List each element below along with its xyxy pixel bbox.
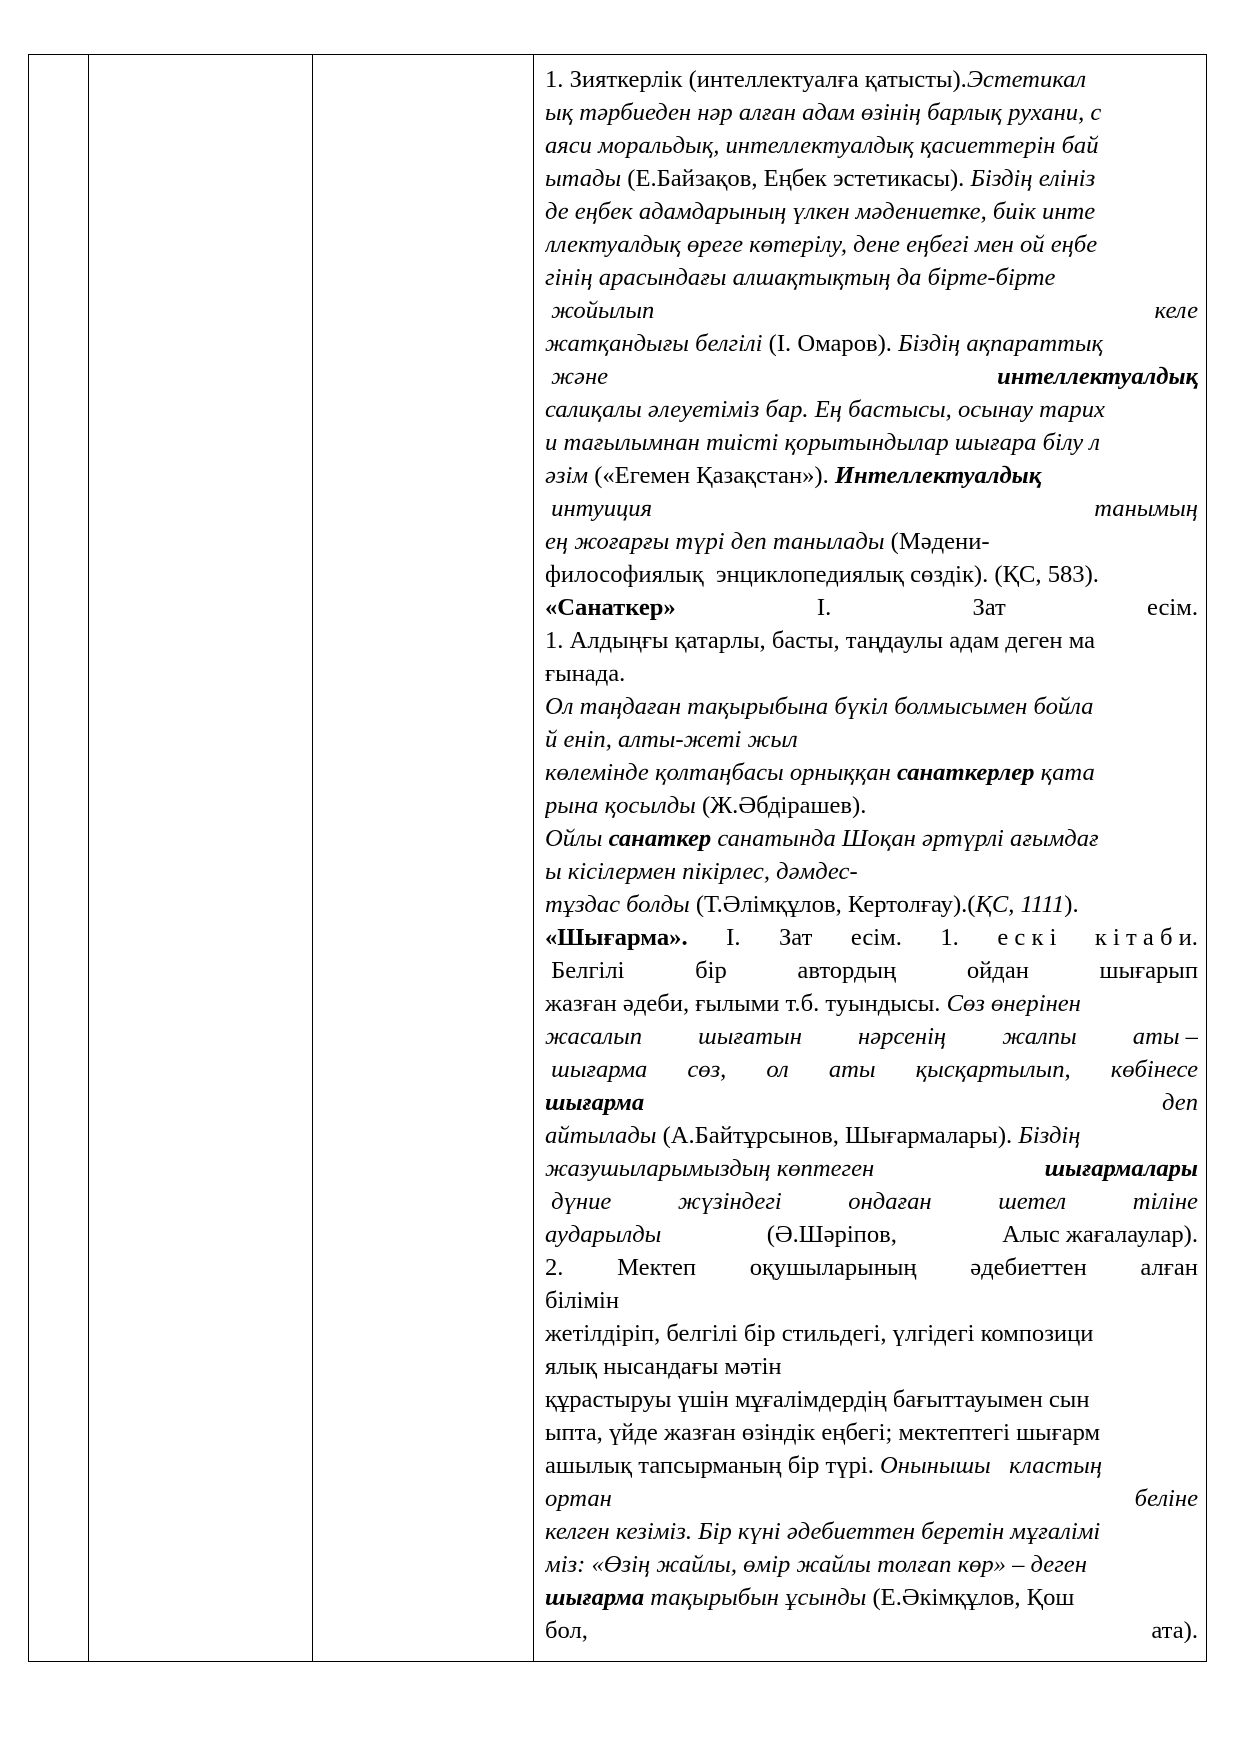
word-group	[1002, 1218, 1198, 1251]
text-line	[545, 96, 1198, 129]
text-run: рына қосылды	[545, 792, 696, 819]
text-run: тіліне	[1132, 1188, 1198, 1215]
word-group	[817, 591, 831, 624]
text-run: интуиция	[545, 495, 653, 522]
word-group	[1151, 1614, 1198, 1647]
text-line	[545, 1053, 1198, 1086]
word-group	[766, 1053, 788, 1086]
word-group	[779, 921, 812, 954]
word-group	[617, 1251, 696, 1284]
word-group	[1155, 294, 1198, 327]
text-line	[545, 393, 1198, 426]
text-run: Эстетикал	[966, 66, 1087, 93]
text-line	[545, 1317, 1198, 1350]
word-group	[545, 360, 608, 393]
text-line	[545, 228, 1198, 261]
text-run: келген кезіміз. Бір күні әдебиеттен беретін мұғалімі	[545, 1518, 1101, 1545]
text-run: шығарып	[1099, 957, 1198, 984]
text-line	[545, 888, 1198, 921]
text-line	[545, 1350, 1198, 1383]
text-run: ).	[1064, 891, 1079, 918]
word-group	[545, 1086, 644, 1119]
text-run: (Т.Әлімқұлов, Кертолғау).(	[689, 891, 976, 918]
table-row	[29, 55, 1207, 1662]
text-run: гінің арасындағы алшақтықтың да бірте-бірте	[545, 264, 1056, 291]
text-line	[545, 63, 1198, 96]
word-group	[972, 591, 1005, 624]
text-line	[545, 162, 1198, 195]
text-run: ыпта, үйде жазған өзіндік еңбегі; мектептегі шығарм	[545, 1419, 1101, 1446]
text-line	[545, 360, 1198, 393]
word-group	[967, 954, 1029, 987]
text-run: ы кісілермен пікірлес, дәмдес-	[545, 858, 858, 885]
text-line	[545, 129, 1198, 162]
text-line	[545, 1416, 1198, 1449]
text-line	[545, 261, 1198, 294]
text-run: кластың	[1009, 1452, 1103, 1479]
text-line	[545, 1218, 1198, 1251]
text-run: салиқалы әлеуетіміз бар. Ең бастысы, осынау тарих	[545, 396, 1105, 423]
text-run: қысқартылып,	[915, 1056, 1071, 1083]
word-group	[545, 1053, 647, 1086]
text-run: бір	[695, 957, 727, 984]
text-line	[545, 921, 1198, 954]
text-run: Біздің	[1018, 1122, 1081, 1149]
text-run: е с к і	[997, 924, 1057, 951]
text-line	[545, 1548, 1198, 1581]
text-run: ғынада.	[545, 660, 626, 687]
text-run: сөз,	[687, 1056, 727, 1083]
word-group	[970, 1251, 1087, 1284]
dictionary-text	[534, 55, 1206, 1647]
text-run: шығарма	[545, 1089, 645, 1116]
text-line	[545, 1581, 1198, 1614]
word-group	[797, 954, 896, 987]
text-line	[545, 657, 1198, 690]
text-run: деп	[1162, 1089, 1198, 1116]
word-group	[1147, 591, 1198, 624]
text-run: (Е.Әкімқұлов, Қош	[866, 1584, 1075, 1611]
text-run: Зат	[972, 594, 1006, 621]
word-group	[997, 921, 1056, 954]
text-run: жүзіндегі	[677, 1188, 782, 1215]
word-group	[1133, 1020, 1198, 1053]
text-run: (А.Байтұрсынов, Шығармалары).	[656, 1122, 1019, 1149]
text-run: санаткерлер	[896, 759, 1035, 786]
text-run: –	[1179, 1023, 1198, 1050]
word-group	[545, 492, 652, 525]
word-group	[687, 1053, 726, 1086]
text-line	[545, 789, 1198, 822]
content-cell	[534, 55, 1207, 1662]
word-group	[997, 360, 1198, 393]
text-line	[545, 195, 1198, 228]
text-line	[545, 822, 1198, 855]
text-run: ллектуалдық өреге көтерілу, дене еңбегі мен ой еңбе	[545, 231, 1098, 258]
word-group	[695, 954, 727, 987]
text-run: 1. Зияткерлік (интеллектуалға қатысты).	[545, 66, 967, 93]
word-group	[1002, 1020, 1077, 1053]
text-run: І.	[816, 594, 832, 621]
word-group	[545, 1251, 563, 1284]
word-group	[545, 1614, 588, 1647]
text-run: жалпы	[1002, 1023, 1077, 1050]
text-run: және	[545, 363, 609, 390]
text-run: аты	[828, 1056, 876, 1083]
text-line	[545, 1284, 1198, 1317]
word-group	[767, 1218, 897, 1251]
text-run: Алыс жағалаулар).	[1002, 1221, 1198, 1248]
text-line	[545, 1086, 1198, 1119]
word-group	[1135, 1482, 1198, 1515]
text-run: Біздің ақпараттық	[898, 330, 1103, 357]
text-run: Мектеп	[617, 1254, 697, 1281]
text-run: жазушыларымыздың көптеген	[545, 1155, 875, 1182]
text-run	[991, 1452, 1009, 1479]
text-run: (Мәдени-	[884, 528, 990, 555]
text-run: (Е.Байзақов, Еңбек эстетикасы).	[621, 165, 971, 192]
text-run: (І. Омаров).	[762, 330, 899, 357]
text-run: шығарма	[545, 1584, 645, 1611]
word-group	[545, 1152, 874, 1185]
empty-cell-2	[89, 55, 313, 1662]
text-run: бол,	[545, 1617, 588, 1644]
text-line	[545, 1449, 1198, 1482]
text-run: шетел	[998, 1188, 1067, 1215]
text-run: аяси моральдық, интеллектуалдық қасиеттерін бай	[545, 132, 1099, 159]
text-run: әдебиеттен	[970, 1254, 1087, 1281]
word-group	[1133, 1185, 1198, 1218]
text-run: «Санаткер»	[545, 594, 676, 621]
word-group	[698, 1020, 802, 1053]
text-run: тұздас болды	[545, 891, 690, 918]
text-run: ашылық тапсырманың бір түрі.	[545, 1452, 881, 1479]
text-run: интеллектуалдық	[997, 363, 1198, 390]
text-run: шығармалары	[1044, 1155, 1198, 1182]
text-line	[545, 1152, 1198, 1185]
text-run: әзім	[545, 462, 589, 489]
text-line	[545, 1383, 1198, 1416]
text-run: нәрсенің	[857, 1023, 947, 1050]
word-group	[545, 1218, 661, 1251]
text-run: есім.	[1146, 594, 1198, 621]
text-run: Ойлы	[545, 825, 609, 852]
text-run: дүние	[545, 1188, 612, 1215]
text-run: көбінесе	[1110, 1056, 1198, 1083]
text-line	[545, 1515, 1198, 1548]
word-group	[750, 1251, 917, 1284]
text-line	[545, 756, 1198, 789]
text-run: ең жоғарғы түрі деп танылады	[545, 528, 885, 555]
word-group	[545, 294, 654, 327]
text-line	[545, 1251, 1198, 1284]
text-line	[545, 426, 1198, 459]
text-line	[545, 1119, 1198, 1152]
text-line	[545, 624, 1198, 657]
text-run: ортан	[545, 1485, 612, 1512]
word-group	[829, 1053, 876, 1086]
word-group	[1045, 1152, 1198, 1185]
text-run: Біздің елініз	[970, 165, 1096, 192]
text-run: жойылып	[545, 297, 655, 324]
text-line	[545, 1614, 1198, 1647]
text-run: жатқандығы белгілі	[545, 330, 763, 357]
word-group	[1140, 1251, 1198, 1284]
word-group	[545, 1020, 642, 1053]
text-run: и тағылымнан тиісті қорытындылар шығара білу л	[545, 429, 1101, 456]
text-run: 1.	[940, 924, 959, 951]
text-run: философиялық энциклопедиялық сөздік). (ҚС, 583).	[545, 561, 1099, 588]
text-run: жасалып	[545, 1023, 643, 1050]
text-run: міз: «Өзің жайлы, өмір жайлы толғап көр» – деген	[545, 1551, 1087, 1578]
text-run: санаткер	[608, 825, 712, 852]
text-run: тақырыбын ұсынды	[644, 1584, 867, 1611]
text-run: жазған әдеби, ғылыми т.б. туындысы.	[545, 990, 947, 1017]
text-run: санатында Шоқан әртүрлі ағымдағ	[711, 825, 1099, 852]
text-run: І.	[726, 924, 741, 951]
word-group	[851, 921, 902, 954]
text-run: Сөз өнерінен	[946, 990, 1081, 1017]
word-group	[545, 1185, 611, 1218]
empty-cell-3	[313, 55, 534, 1662]
text-run: танымың	[1094, 495, 1198, 522]
text-line	[545, 855, 1198, 888]
text-run: Белгілі	[545, 957, 625, 984]
text-run: ҚС, 1111	[975, 891, 1065, 918]
text-line	[545, 294, 1198, 327]
word-group	[545, 1482, 612, 1515]
text-run: жетілдіріп, белгілі бір стильдегі, үлгідегі композици	[545, 1320, 1094, 1347]
text-run: шығарма	[545, 1056, 648, 1083]
word-group	[545, 921, 688, 954]
text-run: айтылады	[545, 1122, 657, 1149]
word-group	[1100, 954, 1198, 987]
empty-cell-1	[29, 55, 89, 1662]
text-line	[545, 327, 1198, 360]
text-run: аударылды	[545, 1221, 662, 1248]
text-run: оқушыларының	[749, 1254, 917, 1281]
text-line	[545, 492, 1198, 525]
text-line	[545, 1482, 1198, 1515]
word-group	[1095, 921, 1198, 954]
text-line	[545, 723, 1198, 756]
word-group	[678, 1185, 782, 1218]
text-run: (Ә.Шәріпов,	[766, 1221, 897, 1248]
text-run: к і т а б и.	[1094, 924, 1198, 951]
text-run: Ол таңдаған тақырыбына бүкіл болмысымен бойла	[545, 693, 1094, 720]
text-run: Интеллектуалдық	[834, 462, 1042, 489]
text-run: ялық нысандағы мәтін	[545, 1353, 782, 1380]
text-run: құрастыруы үшін мұғалімдердің бағыттауымен сын	[545, 1386, 1090, 1413]
text-run: ол	[766, 1056, 789, 1083]
text-run: (Ж.Әбдірашев).	[695, 792, 867, 819]
text-run: («Егемен Қазақстан»).	[588, 462, 835, 489]
text-run: шығатын	[698, 1023, 802, 1050]
text-run: қата	[1034, 759, 1095, 786]
text-run: ық тәрбиеден нәр алған адам өзінің барлық рухани, с	[545, 99, 1102, 126]
text-run: беліне	[1134, 1485, 1198, 1512]
text-line	[545, 954, 1198, 987]
text-line	[545, 558, 1198, 591]
text-run: ытады	[545, 165, 622, 192]
text-run: «Шығарма».	[545, 924, 688, 951]
word-group	[1111, 1053, 1198, 1086]
text-line	[545, 459, 1198, 492]
word-group	[848, 1185, 931, 1218]
text-line	[545, 525, 1198, 558]
text-line	[545, 987, 1198, 1020]
text-line	[545, 591, 1198, 624]
word-group	[1094, 492, 1198, 525]
word-group	[998, 1185, 1066, 1218]
document-table	[28, 54, 1207, 1662]
word-group	[545, 591, 676, 624]
text-run: 1. Алдыңғы қатарлы, басты, таңдаулы адам деген ма	[545, 627, 1096, 654]
text-run: білімін	[545, 1287, 620, 1314]
text-run: есім.	[850, 924, 902, 951]
text-run: Зат	[778, 924, 813, 951]
text-run: ойдан	[966, 957, 1029, 984]
word-group	[940, 921, 958, 954]
text-run: аты	[1132, 1023, 1180, 1050]
text-run: Онынышы	[880, 1452, 991, 1479]
word-group	[726, 921, 740, 954]
text-run: 2.	[545, 1254, 564, 1281]
word-group	[858, 1020, 946, 1053]
word-group	[916, 1053, 1071, 1086]
text-run: келе	[1154, 297, 1198, 324]
text-run: ондаған	[848, 1188, 932, 1215]
text-run: көлемінде қолтаңбасы орныққан	[545, 759, 897, 786]
text-run: автордың	[797, 957, 897, 984]
text-run: ата).	[1151, 1617, 1198, 1644]
text-run: алған	[1140, 1254, 1198, 1281]
text-line	[545, 690, 1198, 723]
word-group	[1162, 1086, 1198, 1119]
text-line	[545, 1185, 1198, 1218]
text-run: й еніп, алты-жеті жыл	[545, 726, 798, 753]
text-line	[545, 1020, 1198, 1053]
word-group	[545, 954, 625, 987]
text-run: де еңбек адамдарының үлкен мәдениетке, биік инте	[545, 198, 1096, 225]
